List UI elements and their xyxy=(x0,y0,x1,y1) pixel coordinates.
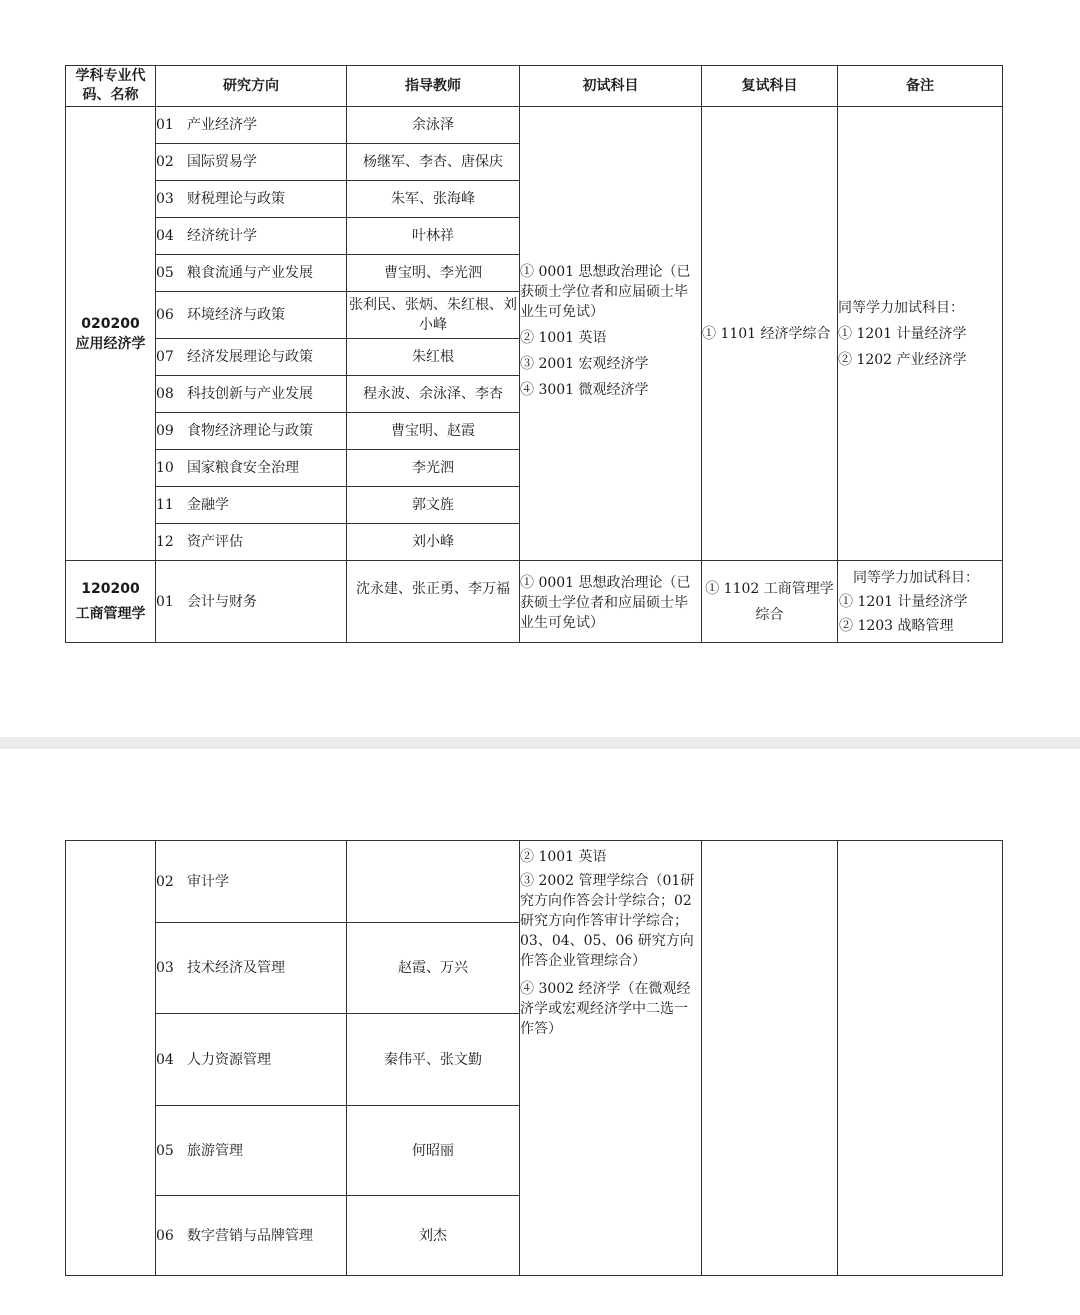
direction-cell xyxy=(156,413,347,450)
prelim-cell xyxy=(520,107,702,561)
direction-cell xyxy=(156,841,347,923)
major-cell xyxy=(66,561,156,643)
prelim-item: ① 0001 思想政治理论（已获硕士学位者和应届硕士毕业生可免试） xyxy=(520,263,691,320)
advisor-cell: 朱军、张海峰 xyxy=(347,181,520,218)
major-cell xyxy=(66,841,156,1276)
direction-number: 06 xyxy=(156,1227,174,1244)
direction-number: 11 xyxy=(156,497,174,513)
note-cell xyxy=(838,841,1003,1276)
direction-name: 金融学 xyxy=(187,497,229,513)
note-cell xyxy=(838,107,1003,561)
direction-cell xyxy=(156,376,347,413)
retest-cell: ① 1101 经济学综合 xyxy=(702,107,838,561)
direction-name: 国际贸易学 xyxy=(187,154,257,170)
direction-number: 02 xyxy=(156,154,174,170)
advisor-cell: 郭文旌 xyxy=(347,487,520,524)
note-title: 同等学力加试科目： xyxy=(853,569,979,586)
direction-name: 技术经济及管理 xyxy=(187,960,285,976)
note-item: ② 1202 产业经济学 xyxy=(838,351,967,368)
advisor-cell: 余泳泽 xyxy=(347,107,520,144)
direction-number: 05 xyxy=(156,265,174,281)
admissions-table-page2 xyxy=(65,840,1003,1276)
major-name: 工商管理学 xyxy=(75,606,146,622)
direction-number: 10 xyxy=(156,460,174,476)
direction-name: 资产评估 xyxy=(187,534,243,550)
advisor-cell xyxy=(347,841,520,923)
header-prelim: 初试科目 xyxy=(520,66,702,107)
direction-number: 05 xyxy=(156,1142,174,1159)
page-divider xyxy=(0,737,1080,749)
header-note: 备注 xyxy=(838,66,1003,107)
note-item: ② 1203 战略管理 xyxy=(839,617,954,634)
direction-number: 04 xyxy=(156,228,174,244)
direction-number: 01 xyxy=(156,117,174,133)
advisor-cell: 曹宝明、李光泗 xyxy=(347,255,520,292)
direction-number: 12 xyxy=(156,534,174,550)
prelim-item: ④ 3001 微观经济学 xyxy=(520,381,649,398)
direction-name: 产业经济学 xyxy=(187,117,257,133)
major-cell xyxy=(66,107,156,561)
prelim-item: ④ 3002 经济学（在微观经济学或宏观经济学中二选一作答） xyxy=(520,981,691,1037)
direction-cell xyxy=(156,181,347,218)
direction-name: 经济发展理论与政策 xyxy=(187,349,313,365)
advisor-cell: 刘小峰 xyxy=(347,524,520,561)
direction-cell xyxy=(156,450,347,487)
direction-name: 国家粮食安全治理 xyxy=(187,460,299,476)
direction-cell xyxy=(156,144,347,181)
direction-name: 旅游管理 xyxy=(187,1142,243,1159)
prelim-cell xyxy=(520,561,702,643)
prelim-item: ③ 2002 管理学综合（01研究方向作答会计学综合；02 研究方向作答审计学综合；03、04、05、06 研究方向作答企业管理综合） xyxy=(520,873,695,969)
major-code: 120200 xyxy=(81,581,140,597)
direction-name: 财税理论与政策 xyxy=(187,191,285,207)
advisor-cell: 张利民、张炳、朱红根、刘小峰 xyxy=(347,292,520,339)
direction-number: 02 xyxy=(156,873,174,890)
direction-number: 06 xyxy=(156,307,174,323)
direction-name: 粮食流通与产业发展 xyxy=(187,265,313,281)
direction-cell xyxy=(156,292,347,339)
major-name: 应用经济学 xyxy=(75,335,146,352)
direction-name: 经济统计学 xyxy=(187,228,257,244)
note-item: ① 1201 计量经济学 xyxy=(838,325,967,342)
table-row xyxy=(66,107,1003,144)
direction-cell xyxy=(156,1106,347,1196)
retest-cell xyxy=(702,841,838,1276)
direction-number: 04 xyxy=(156,1051,174,1068)
direction-cell xyxy=(156,1196,347,1276)
direction-cell xyxy=(156,218,347,255)
major-code: 020200 xyxy=(81,315,140,332)
advisor-cell: 杨继军、李杏、唐保庆 xyxy=(347,144,520,181)
advisor-cell: 李光泗 xyxy=(347,450,520,487)
direction-name: 食物经济理论与政策 xyxy=(187,423,313,439)
advisor-cell: 叶林祥 xyxy=(347,218,520,255)
direction-number: 08 xyxy=(156,386,174,402)
direction-cell xyxy=(156,339,347,376)
advisor-cell: 何昭丽 xyxy=(347,1106,520,1196)
direction-name: 环境经济与政策 xyxy=(187,307,285,323)
prelim-item: ② 1001 英语 xyxy=(520,329,607,346)
retest-cell: ① 1102 工商管理学综合 xyxy=(702,561,838,643)
header-advisor: 指导教师 xyxy=(347,66,520,107)
direction-number: 01 xyxy=(156,593,174,610)
direction-cell xyxy=(156,1014,347,1106)
direction-name: 会计与财务 xyxy=(187,593,257,610)
header-retest: 复试科目 xyxy=(702,66,838,107)
prelim-item: ② 1001 英语 xyxy=(520,849,607,865)
table-row xyxy=(66,561,1003,643)
advisor-cell: 朱红根 xyxy=(347,339,520,376)
header-row xyxy=(66,66,1003,107)
advisor-cell: 程永波、余泳泽、李杏 xyxy=(347,376,520,413)
direction-cell xyxy=(156,923,347,1014)
advisor-cell: 刘杰 xyxy=(347,1196,520,1276)
direction-number: 09 xyxy=(156,423,174,439)
prelim-cell xyxy=(520,841,702,1276)
header-direction: 研究方向 xyxy=(156,66,347,107)
direction-number: 03 xyxy=(156,191,174,207)
advisor-cell: 赵霞、万兴 xyxy=(347,923,520,1014)
note-item: ① 1201 计量经济学 xyxy=(839,593,968,610)
direction-number: 07 xyxy=(156,349,174,365)
direction-cell xyxy=(156,255,347,292)
prelim-item: ① 0001 思想政治理论（已获硕士学位者和应届硕士毕业生可免试） xyxy=(520,575,691,631)
direction-number: 03 xyxy=(156,960,174,976)
direction-name: 审计学 xyxy=(187,873,229,890)
admissions-table-page1 xyxy=(65,65,1003,643)
advisor-cell: 秦伟平、张文勤 xyxy=(347,1014,520,1106)
note-cell xyxy=(838,561,1003,643)
advisor-cell: 曹宝明、赵霞 xyxy=(347,413,520,450)
note-title: 同等学力加试科目： xyxy=(838,299,964,316)
advisor-cell: 沈永建、张正勇、李万福 xyxy=(347,561,520,643)
direction-name: 人力资源管理 xyxy=(187,1051,271,1068)
header-code-name: 学科专业代码、名称 xyxy=(66,66,156,107)
direction-name: 科技创新与产业发展 xyxy=(187,386,313,402)
table-row xyxy=(66,841,1003,923)
direction-cell xyxy=(156,487,347,524)
prelim-item: ③ 2001 宏观经济学 xyxy=(520,355,649,372)
direction-cell xyxy=(156,107,347,144)
direction-name: 数字营销与品牌管理 xyxy=(187,1227,313,1244)
direction-cell xyxy=(156,561,347,643)
direction-cell xyxy=(156,524,347,561)
